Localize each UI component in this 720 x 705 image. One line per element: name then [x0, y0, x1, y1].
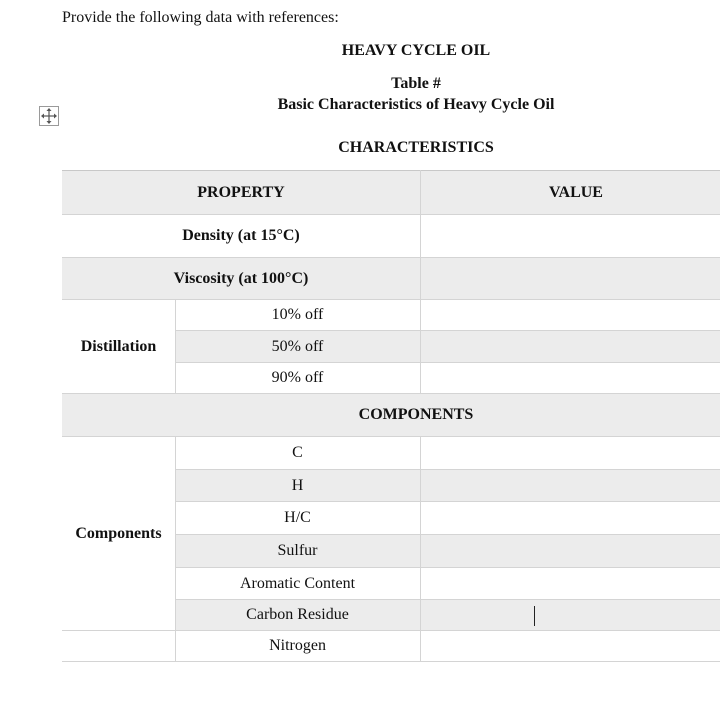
value-cell-sulfur[interactable]: [420, 535, 720, 567]
table-row-nitrogen: [62, 630, 720, 662]
distillation-item: 10% off: [271, 306, 324, 323]
component-item: Aromatic Content: [239, 574, 356, 592]
value-cell-nitrogen[interactable]: [420, 631, 720, 661]
component-row: [175, 567, 720, 599]
value-cell-distillation-50[interactable]: [420, 331, 720, 362]
value-cell-c[interactable]: [420, 437, 720, 469]
intro-text: Provide the following data with references:: [62, 9, 339, 26]
move-icon: [40, 107, 58, 125]
property-viscosity: Viscosity (at 100°C): [173, 269, 309, 287]
components-label: Components: [75, 524, 162, 542]
value-cell-distillation-90[interactable]: [420, 363, 720, 393]
value-cell-aromatic[interactable]: [420, 568, 720, 599]
table-caption: Basic Characteristics of Heavy Cycle Oil: [277, 96, 555, 113]
section-heading-components: COMPONENTS: [358, 406, 474, 423]
distillation-item: 90% off: [271, 369, 324, 386]
column-divider: [175, 299, 176, 393]
component-item: H/C: [284, 509, 311, 526]
value-cell-h[interactable]: [420, 470, 720, 501]
header-value: VALUE: [549, 183, 603, 201]
distillation-row: [175, 330, 720, 362]
value-cell-viscosity[interactable]: [420, 258, 720, 299]
component-item: H: [291, 476, 304, 494]
column-divider: [420, 170, 421, 393]
component-row: [175, 436, 720, 469]
value-cell-density[interactable]: [420, 215, 720, 257]
table-row-density: [62, 214, 720, 257]
distillation-row: [175, 362, 720, 393]
table-header-row: [62, 170, 720, 214]
components-heading-row: [62, 393, 720, 436]
column-divider: [175, 436, 176, 662]
table-number: Table #: [391, 75, 441, 92]
section-heading-characteristics: CHARACTERISTICS: [338, 139, 494, 156]
value-cell-carbon-residue[interactable]: [420, 600, 720, 630]
component-row: [175, 534, 720, 567]
component-row: [175, 599, 720, 630]
component-row: [175, 469, 720, 501]
text-cursor: [534, 606, 535, 626]
doc-title: HEAVY CYCLE OIL: [341, 42, 491, 59]
column-divider: [420, 436, 421, 662]
component-item: Carbon Residue: [246, 606, 349, 623]
component-item: C: [292, 444, 303, 461]
distillation-label: Distillation: [80, 337, 157, 355]
component-item: Nitrogen: [269, 637, 326, 654]
component-row: [175, 501, 720, 534]
distillation-item: 50% off: [271, 337, 324, 355]
value-cell-hc[interactable]: [420, 502, 720, 534]
table-move-handle[interactable]: [39, 106, 59, 126]
property-density: Density (at 15°C): [182, 227, 300, 244]
distillation-row: [175, 299, 720, 330]
header-property: PROPERTY: [197, 183, 285, 201]
component-item: Sulfur: [277, 542, 318, 559]
value-cell-distillation-10[interactable]: [420, 300, 720, 330]
table-row-viscosity: [62, 257, 720, 299]
